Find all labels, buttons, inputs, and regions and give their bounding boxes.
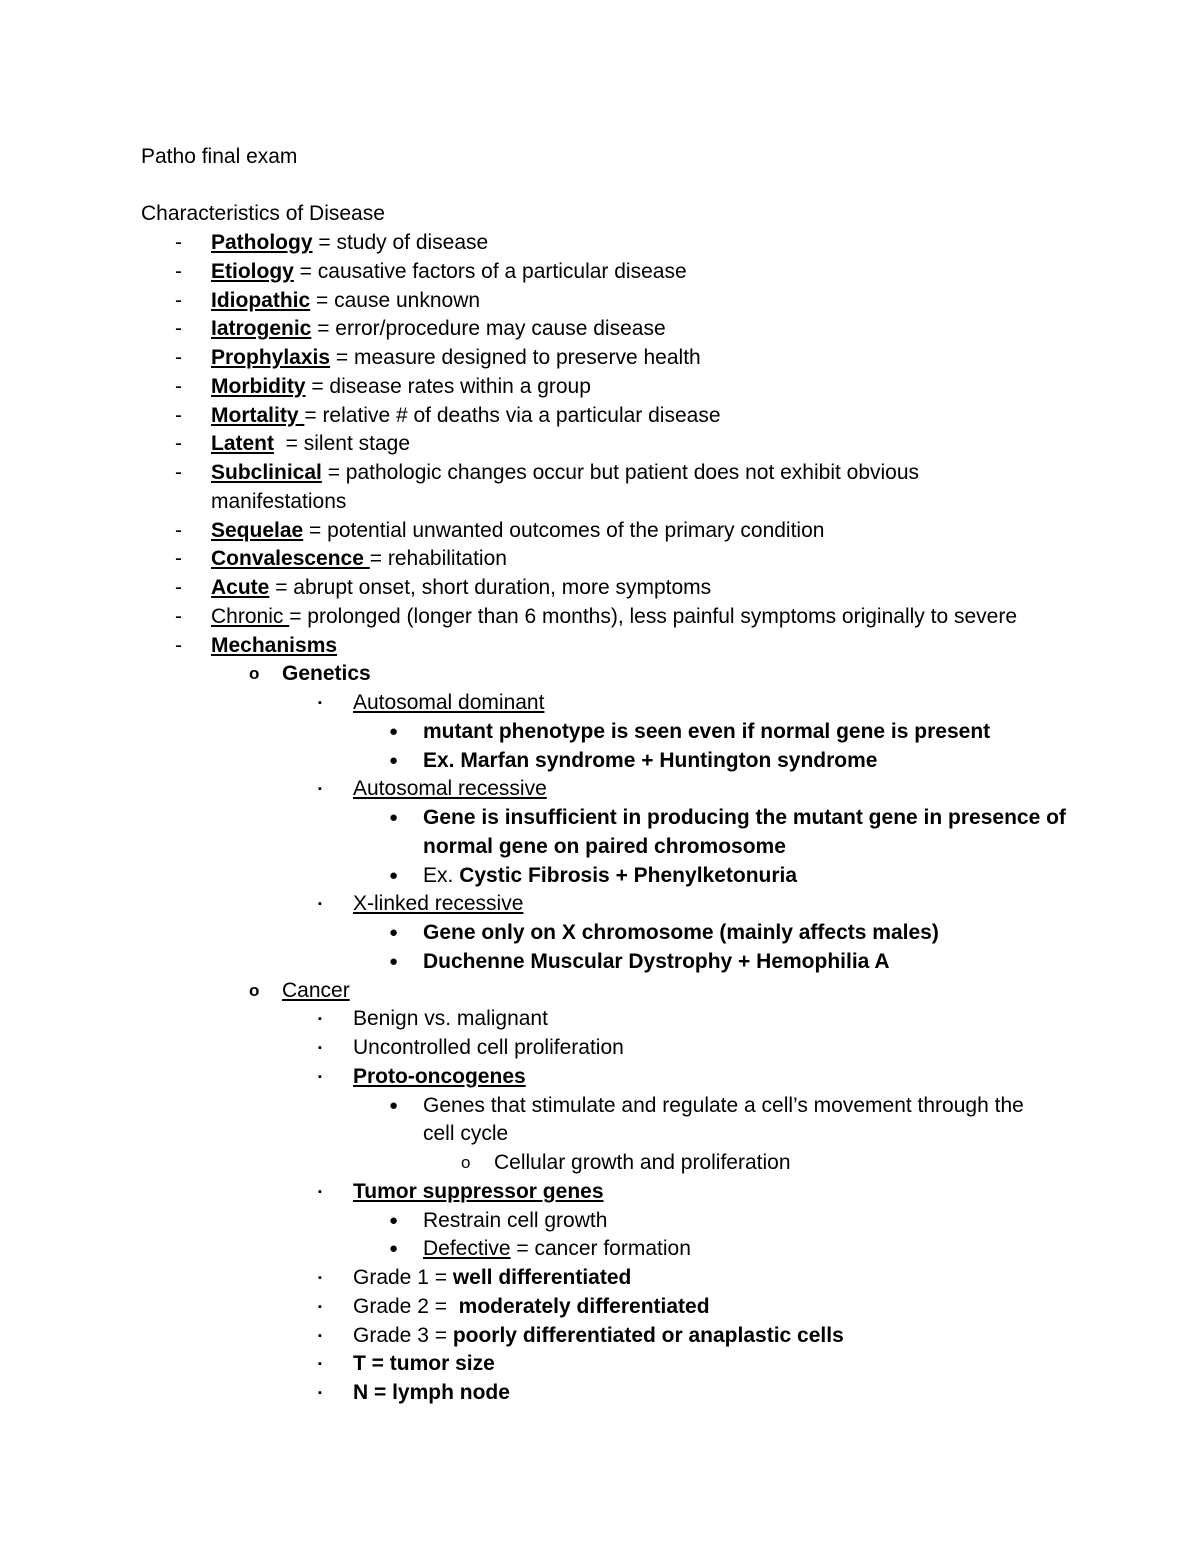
outline-item <box>0 373 1200 402</box>
outline-item-text <box>353 1005 548 1034</box>
square-bullet-icon: ▪ <box>318 1300 322 1313</box>
definition: Duchenne Muscular Dystrophy + Hemophilia A <box>423 949 890 973</box>
term: Autosomal recessive <box>353 777 547 801</box>
definition: Cystic Fibrosis + Phenylketonuria <box>459 863 798 887</box>
outline-item <box>0 603 1200 632</box>
bullet-bullet-icon: ● <box>389 1096 399 1114</box>
definition: Genes that stimulate and regulate a cell’s movement through the <box>423 1093 1024 1117</box>
outline-item <box>0 833 1200 862</box>
outline-item-text <box>353 1293 710 1322</box>
outline-item <box>0 689 1200 718</box>
dash-bullet-icon: - <box>175 259 182 283</box>
term: Convalescence <box>211 547 370 571</box>
outline-item-text <box>423 804 1066 833</box>
term: Cancer <box>282 978 350 1002</box>
bullet-bullet-icon: ● <box>389 751 399 769</box>
outline-item <box>0 1092 1200 1121</box>
definition: = silent stage <box>274 432 410 456</box>
outline-item <box>0 632 1200 661</box>
outline-item-text <box>423 862 797 891</box>
outline-item <box>0 919 1200 948</box>
circle-bullet-icon: o <box>249 664 260 684</box>
square-bullet-icon: ▪ <box>318 898 322 911</box>
outline-item-text <box>353 1264 631 1293</box>
outline-item <box>0 574 1200 603</box>
outline-item-text <box>211 402 721 431</box>
outline-item <box>0 287 1200 316</box>
definition: mutant phenotype is seen even if normal gene is present <box>423 719 991 743</box>
section-heading: Characteristics of Disease <box>141 202 385 225</box>
definition: = cause unknown <box>310 288 481 312</box>
outline-item-text <box>353 1350 495 1379</box>
dash-bullet-icon: - <box>175 403 182 427</box>
definition: = pathologic changes occur but patient does not exhibit obvious <box>321 461 920 484</box>
outline-item-text <box>211 229 488 258</box>
outline-item <box>0 862 1200 891</box>
outline-item-text <box>423 948 890 977</box>
square-bullet-icon: ▪ <box>318 1329 322 1342</box>
outline-item-text <box>211 488 346 517</box>
term: Ex. <box>423 863 460 887</box>
bullet-bullet-icon: ● <box>389 952 399 970</box>
outline-item-text <box>423 1120 508 1149</box>
outline-item-text <box>353 1178 604 1207</box>
outline-item-text <box>211 373 591 402</box>
outline-item <box>0 459 1200 488</box>
outline-item-text <box>211 315 666 344</box>
outline-item <box>0 1350 1200 1379</box>
definition: = cancer formation <box>510 1237 691 1261</box>
definition: Gene only on X chromosome (mainly affects males) <box>423 921 939 944</box>
definition: = measure designed to preserve health <box>330 346 701 369</box>
term: Proto-oncogenes <box>353 1064 526 1088</box>
outline-item <box>0 1235 1200 1264</box>
definition: Benign vs. malignant <box>353 1007 548 1031</box>
bullet-bullet-icon: ● <box>389 722 399 740</box>
outline-item-text <box>211 574 711 603</box>
term: Mechanisms <box>211 633 338 657</box>
term: Idiopathic <box>211 288 311 312</box>
outline-item <box>0 718 1200 747</box>
definition: = rehabilitation <box>369 547 507 571</box>
outline-item <box>0 1322 1200 1351</box>
term: Acute <box>211 576 270 599</box>
term: X-linked recessive <box>353 892 524 916</box>
outline-item-text <box>353 775 547 804</box>
term: Chronic <box>211 604 290 628</box>
square-bullet-icon: ▪ <box>318 1387 322 1399</box>
outline-item <box>0 344 1200 373</box>
circle-bullet-icon: o <box>461 1153 471 1172</box>
outline-item <box>0 1178 1200 1207</box>
outline-item-text <box>353 689 544 718</box>
outline-item-text <box>282 977 350 1006</box>
outline-item <box>0 1149 1200 1178</box>
term: Latent <box>211 432 274 456</box>
term: Morbidity <box>211 374 306 398</box>
bullet-bullet-icon: ● <box>389 1211 399 1229</box>
outline-item <box>0 402 1200 431</box>
outline-item-text <box>211 459 919 488</box>
definition: = study of disease <box>312 231 489 254</box>
definition: normal gene on paired chromosome <box>423 834 786 858</box>
outline-item-text <box>423 747 877 776</box>
term: Etiology <box>211 259 294 283</box>
definition: cell cycle <box>423 1122 509 1146</box>
definition: T = tumor size <box>353 1352 495 1376</box>
outline-item <box>0 1120 1200 1149</box>
dash-bullet-icon: - <box>175 374 182 398</box>
outline-item-text <box>423 833 786 862</box>
square-bullet-icon: ▪ <box>318 1013 322 1026</box>
outline-item-text <box>423 718 990 747</box>
outline-item-text <box>211 603 1017 632</box>
dash-bullet-icon: - <box>175 317 182 341</box>
outline-item <box>0 1034 1200 1063</box>
outline-item-text <box>423 919 939 948</box>
outline-item-text <box>211 344 701 373</box>
definition: Ex. Marfan syndrome + Huntington syndrome <box>423 748 878 772</box>
outline-item <box>0 430 1200 459</box>
dash-bullet-icon: - <box>175 432 182 456</box>
bullet-bullet-icon: ● <box>389 809 399 826</box>
square-bullet-icon: ▪ <box>318 1042 322 1054</box>
square-bullet-icon: ▪ <box>318 1272 322 1284</box>
term: Mortality <box>211 403 305 427</box>
outline-item-text <box>353 1034 624 1063</box>
dash-bullet-icon: - <box>175 518 182 542</box>
outline-item-text <box>353 1379 510 1408</box>
definition: manifestations <box>211 489 347 513</box>
definition: Cellular growth and proliferation <box>494 1151 791 1174</box>
outline-item-text <box>211 287 480 316</box>
definition: N = lymph node <box>353 1381 510 1404</box>
square-bullet-icon: ▪ <box>318 783 322 796</box>
outline-item-text <box>211 430 410 459</box>
outline-item <box>0 1293 1200 1322</box>
outline-item <box>0 660 1200 689</box>
outline-item-text <box>423 1092 1024 1121</box>
outline-item <box>0 1005 1200 1034</box>
outline-item <box>0 1063 1200 1092</box>
bullet-bullet-icon: ● <box>389 1240 399 1258</box>
outline-item-text <box>211 632 337 661</box>
dash-bullet-icon: - <box>175 461 182 484</box>
term: Defective <box>423 1237 511 1261</box>
definition: moderately differentiated <box>452 1294 710 1318</box>
outline-item-text <box>211 517 824 546</box>
outline-item <box>0 890 1200 919</box>
term: Subclinical <box>211 461 322 484</box>
definition: well differentiated <box>452 1266 632 1289</box>
outline-item <box>0 517 1200 546</box>
outline-item <box>0 747 1200 776</box>
bullet-bullet-icon: ● <box>389 924 399 941</box>
outline-item <box>0 258 1200 287</box>
definition: = abrupt onset, short duration, more symptoms <box>269 576 712 599</box>
outline-item <box>0 1207 1200 1236</box>
dash-bullet-icon: - <box>175 547 182 571</box>
term: Grade 3 = <box>353 1323 453 1347</box>
outline-list <box>0 229 1200 1408</box>
dash-bullet-icon: - <box>175 288 182 312</box>
term: Iatrogenic <box>211 317 312 341</box>
outline-item <box>0 229 1200 258</box>
definition: Restrain cell growth <box>423 1208 608 1232</box>
outline-item <box>0 775 1200 804</box>
outline-item-text <box>494 1149 791 1178</box>
outline-item-text <box>423 1207 607 1236</box>
dash-bullet-icon: - <box>175 576 182 599</box>
term: Grade 2 = <box>353 1294 453 1318</box>
term: Autosomal dominant <box>353 691 545 714</box>
outline-item-text <box>353 1322 844 1351</box>
definition: Uncontrolled cell proliferation <box>353 1036 624 1059</box>
outline-item <box>0 977 1200 1006</box>
dash-bullet-icon: - <box>175 346 182 369</box>
outline-item <box>0 1379 1200 1408</box>
term: Tumor suppressor genes <box>353 1179 604 1203</box>
outline-item <box>0 315 1200 344</box>
outline-item-text <box>423 1235 691 1264</box>
dash-bullet-icon: - <box>175 633 182 657</box>
dash-bullet-icon: - <box>175 604 182 628</box>
outline-item-text <box>353 1063 526 1092</box>
term: Prophylaxis <box>211 346 331 369</box>
definition: = causative factors of a particular disease <box>293 259 687 283</box>
square-bullet-icon: ▪ <box>318 1070 322 1083</box>
term: Sequelae <box>211 518 304 542</box>
definition: Gene is insufficient in producing the mutant gene in presence of <box>423 806 1066 829</box>
circle-bullet-icon: o <box>249 980 260 1000</box>
term: Pathology <box>211 231 313 254</box>
outline-item <box>0 804 1200 833</box>
outline-item <box>0 545 1200 574</box>
definition: = error/procedure may cause disease <box>311 317 666 341</box>
outline-item <box>0 488 1200 517</box>
outline-item <box>0 1264 1200 1293</box>
definition: Genetics <box>282 662 371 686</box>
square-bullet-icon: ▪ <box>318 1358 322 1371</box>
square-bullet-icon: ▪ <box>318 1185 322 1198</box>
term: Grade 1 = <box>353 1266 453 1289</box>
definition: = potential unwanted outcomes of the primary condition <box>303 518 825 542</box>
definition: = prolonged (longer than 6 months), less painful symptoms originally to severe <box>289 604 1017 628</box>
outline-item-text <box>282 660 371 689</box>
dash-bullet-icon: - <box>175 231 182 254</box>
outline-item <box>0 948 1200 977</box>
outline-item-text <box>211 258 687 287</box>
square-bullet-icon: ▪ <box>318 697 322 709</box>
bullet-bullet-icon: ● <box>389 866 399 884</box>
outline-item-text <box>211 545 507 574</box>
definition: poorly differentiated or anaplastic cells <box>452 1323 844 1347</box>
definition: = disease rates within a group <box>305 374 591 398</box>
definition: = relative # of deaths via a particular disease <box>304 403 721 427</box>
page-title: Patho final exam <box>141 145 298 168</box>
outline-item-text <box>353 890 523 919</box>
